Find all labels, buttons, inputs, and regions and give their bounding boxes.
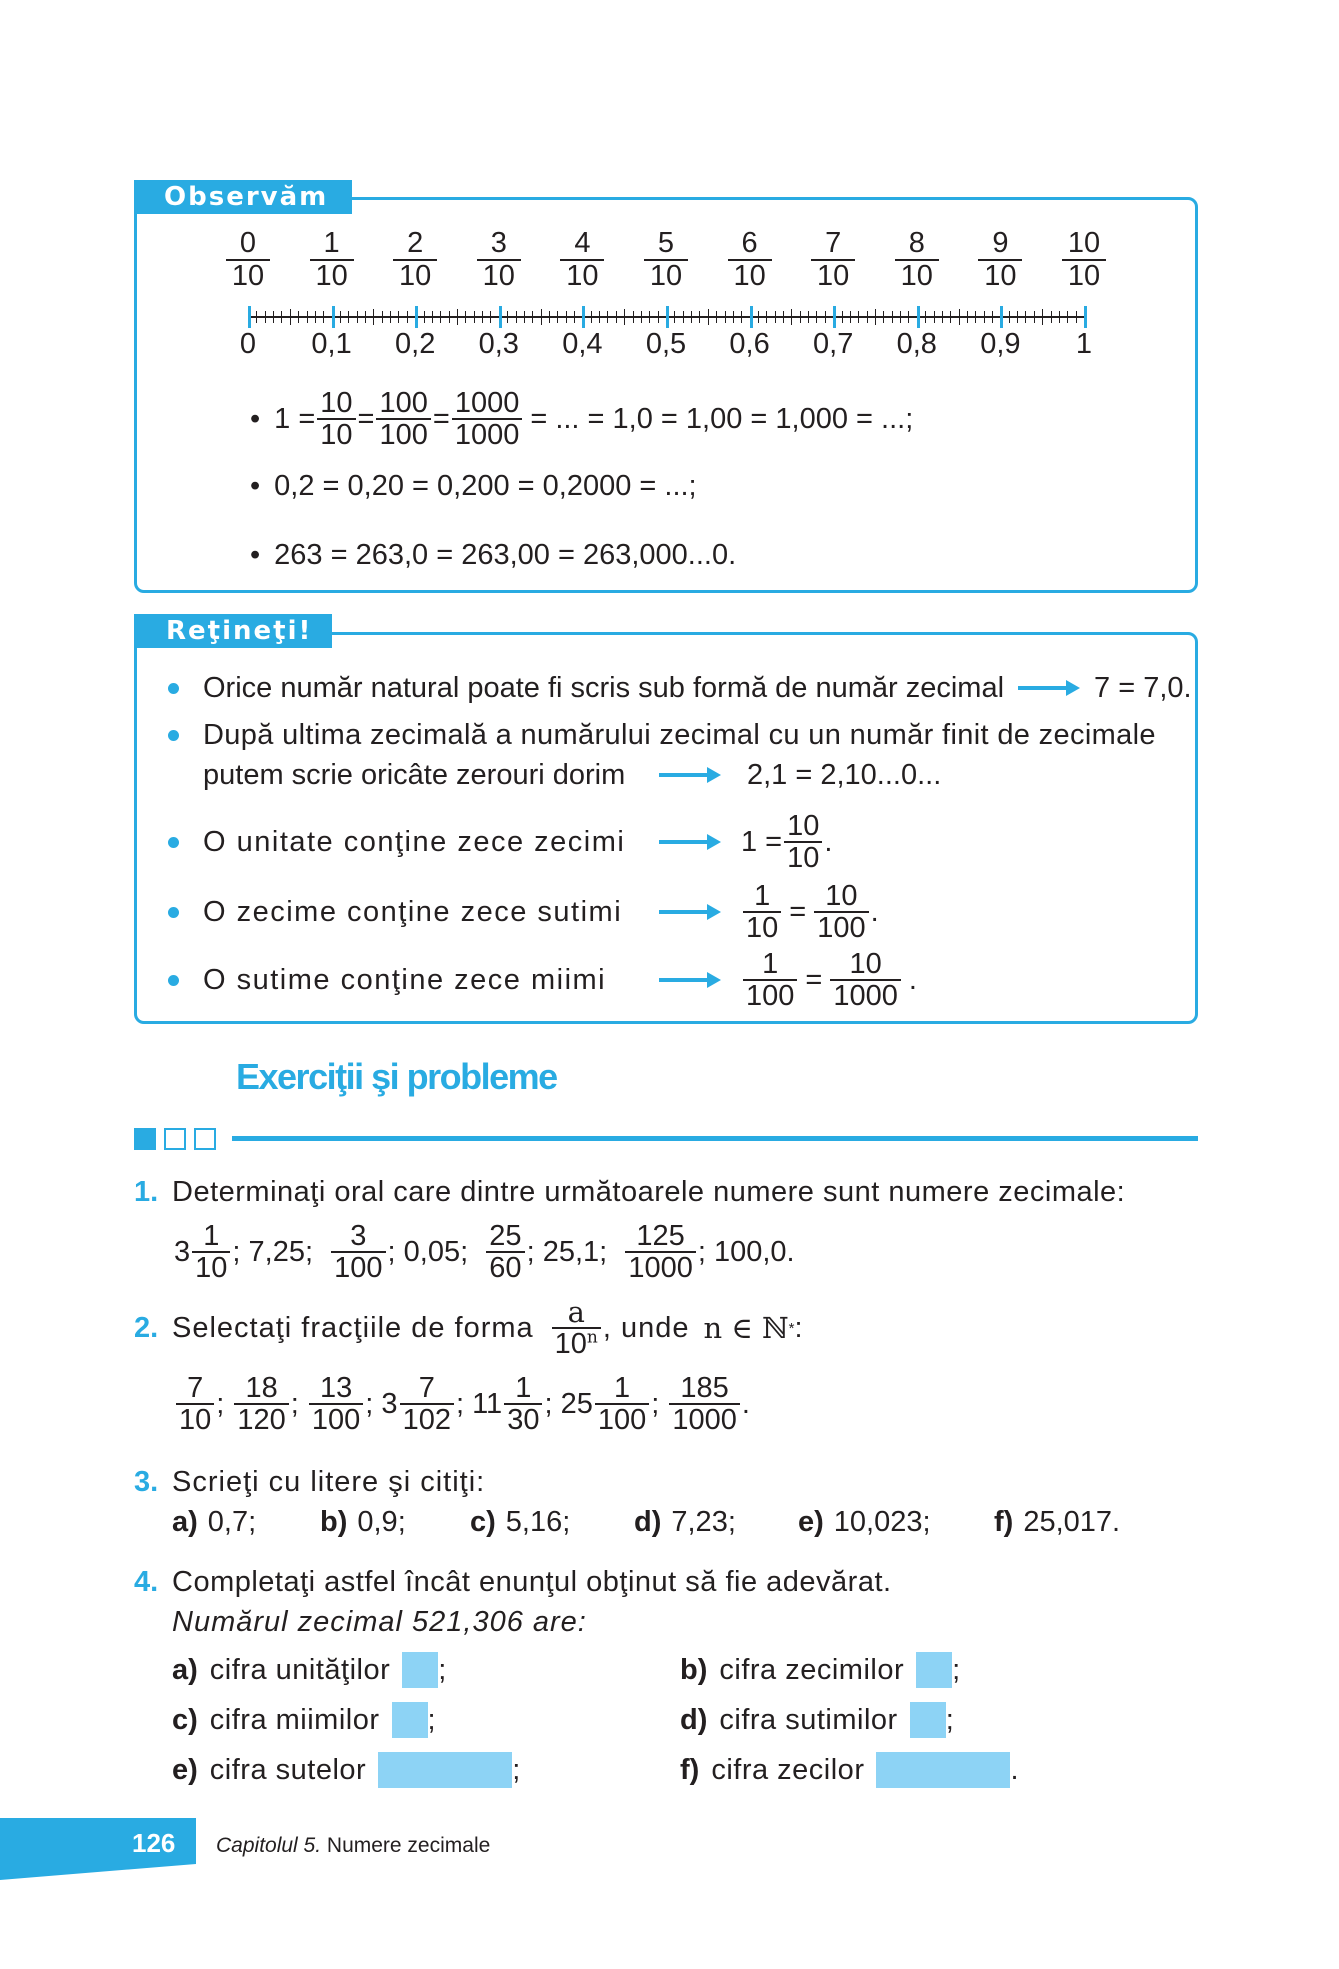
exercise-4: 4. Completaţi astfel încât enunţul obţinut să fie adevărat. <box>134 1565 892 1598</box>
section-title: Exerciţii şi probleme <box>236 1056 557 1097</box>
exercise-3-item: e) 10,023; <box>798 1505 931 1538</box>
number-line-fraction: 6 10 <box>720 228 780 293</box>
number-line <box>248 306 1084 328</box>
number-line-decimal: 0 <box>239 328 257 360</box>
answer-box-f[interactable] <box>876 1752 1010 1788</box>
exercise-4-b: b) cifra zecimilor ; <box>680 1648 960 1692</box>
number-line-fraction: 9 10 <box>970 228 1030 293</box>
number-line-decimal: 0,8 <box>896 328 937 360</box>
bullet-icon <box>168 975 179 986</box>
bullet-icon <box>168 837 179 848</box>
arrow-right-icon <box>659 910 715 914</box>
arrow-right-icon <box>659 978 715 982</box>
arrow-right-icon <box>659 840 715 844</box>
exercise-3-item: d) 7,23; <box>634 1505 736 1538</box>
section-rule <box>232 1136 1198 1141</box>
exercise-3-item: b) 0,9; <box>320 1505 406 1538</box>
observam-line-2: • 0,2 = 0,20 = 0,200 = 0,2000 = ...; <box>250 469 697 502</box>
exercise-4-f: f) cifra zecilor . <box>680 1748 1019 1792</box>
exercise-2-items: $\frac{7}{10}$ ; $\frac{18}{120}$ ; $\frac{13}{100}$ ; 3 $\frac{7}{102}$ ; 11 $\frac{1}{30}$ ; 25 $\frac{1}{100}$ ; $\frac{185}{1000}$ . <box>174 1366 750 1442</box>
exercise-4-statement: Numărul zecimal 521,306 are: <box>172 1605 587 1638</box>
number-line-fraction: 3 10 <box>469 228 529 293</box>
exercise-4-d: d) cifra sutimilor ; <box>680 1698 954 1742</box>
arrow-right-icon <box>1018 686 1074 690</box>
arrow-right-icon <box>659 773 715 777</box>
page-number: 126 <box>132 1828 176 1858</box>
section-squares <box>134 1128 216 1150</box>
number-line-fraction: 10 10 <box>1054 228 1114 293</box>
bullet-icon <box>168 683 179 694</box>
answer-box-e[interactable] <box>378 1752 512 1788</box>
exercise-3-item: a) 0,7; <box>172 1505 257 1538</box>
retineti-bullet-4: O zecime conţine zece sutimi $\frac{1}{10}$ = $\frac{10}{100}$ . <box>168 876 879 948</box>
number-line-fraction: 1 10 <box>302 228 362 293</box>
chapter-footer: Capitolul 5. Numere zecimale <box>216 1834 491 1857</box>
answer-box-b[interactable] <box>916 1652 952 1688</box>
exercise-1: 1. Determinaţi oral care dintre următoarele numere sunt numere zecimale: <box>134 1175 1126 1208</box>
retineti-label: Reţineţi! <box>134 614 332 648</box>
retineti-bullet-1: Orice număr natural poate fi scris sub formă de număr zecimal 7 = 7,0. <box>168 668 1192 708</box>
number-line-decimal: 0,9 <box>980 328 1021 360</box>
number-line-fraction: 5 10 <box>636 228 696 293</box>
exercise-2: 2. Selectaţi fracţiile de forma $\frac{a}{10^n}$ , unde n ∈ ℕ * : <box>134 1294 803 1360</box>
number-line-fraction: 7 10 <box>803 228 863 293</box>
exercise-4-e: e) cifra sutelor ; <box>172 1748 520 1792</box>
number-line-decimal: 0,5 <box>645 328 687 360</box>
number-line-fraction: 0 10 <box>218 228 278 293</box>
number-line-decimal: 0,1 <box>311 328 352 360</box>
square-outline-icon <box>194 1128 216 1150</box>
exercise-3-item: f) 25,017. <box>994 1505 1121 1538</box>
answer-box-c[interactable] <box>392 1702 428 1738</box>
retineti-bullet-5: O sutime conţine zece miimi $\frac{1}{100}$ = $\frac{10}{1000}$ . <box>168 944 917 1016</box>
observam-line-1: • 1 = $\frac{10}{10}$ = $\frac{100}{100}$ = $\frac{1000}{1000}$ = ... = 1,0 = 1,00 = 1,000 = ...; <box>250 386 914 451</box>
bullet-icon <box>168 730 179 741</box>
retineti-bullet-2-cont: putem scrie oricâte zerouri dorim 2,1 = 2,10...0... <box>203 758 942 791</box>
number-line-fraction: 4 10 <box>552 228 612 293</box>
exercise-4-c: c) cifra miimilor ; <box>172 1698 436 1742</box>
exercise-3-item: c) 5,16; <box>470 1505 571 1538</box>
square-outline-icon <box>164 1128 186 1150</box>
exercise-4-a: a) cifra unităţilor ; <box>172 1648 446 1692</box>
observam-label: Observăm <box>134 180 352 214</box>
number-line-decimal: 0,3 <box>478 328 519 360</box>
number-line-fraction: 2 10 <box>385 228 445 293</box>
number-line-decimal: 0,6 <box>729 328 770 360</box>
retineti-bullet-3: O unitate conţine zece zecimi 1 = $\frac{10}{10}$ . <box>168 806 832 878</box>
exercise-1-items: 3 $\frac{1}{10}$ ; 7,25; $\frac{3}{100}$ ; 0,05; $\frac{25}{60}$ ; 25,1; $\frac{125}{1000}$ ; 100,0. <box>174 1219 795 1284</box>
square-filled-icon <box>134 1128 156 1150</box>
number-line-fraction: 8 10 <box>887 228 947 293</box>
retineti-bullet-2: După ultima zecimală a numărului zecimal cu un număr finit de zecimale <box>168 715 1156 755</box>
answer-box-a[interactable] <box>402 1652 438 1688</box>
answer-box-d[interactable] <box>910 1702 946 1738</box>
number-line-decimal: 0,2 <box>395 328 436 360</box>
number-line-decimal: 0,7 <box>813 328 854 360</box>
observam-line-3: • 263 = 263,0 = 263,00 = 263,000...0. <box>250 538 737 571</box>
bullet-icon <box>168 907 179 918</box>
exercise-3: 3. Scrieţi cu litere şi citiţi: <box>134 1465 486 1498</box>
number-line-decimal: 0,4 <box>562 328 603 360</box>
number-line-decimal: 1 <box>1075 328 1093 360</box>
